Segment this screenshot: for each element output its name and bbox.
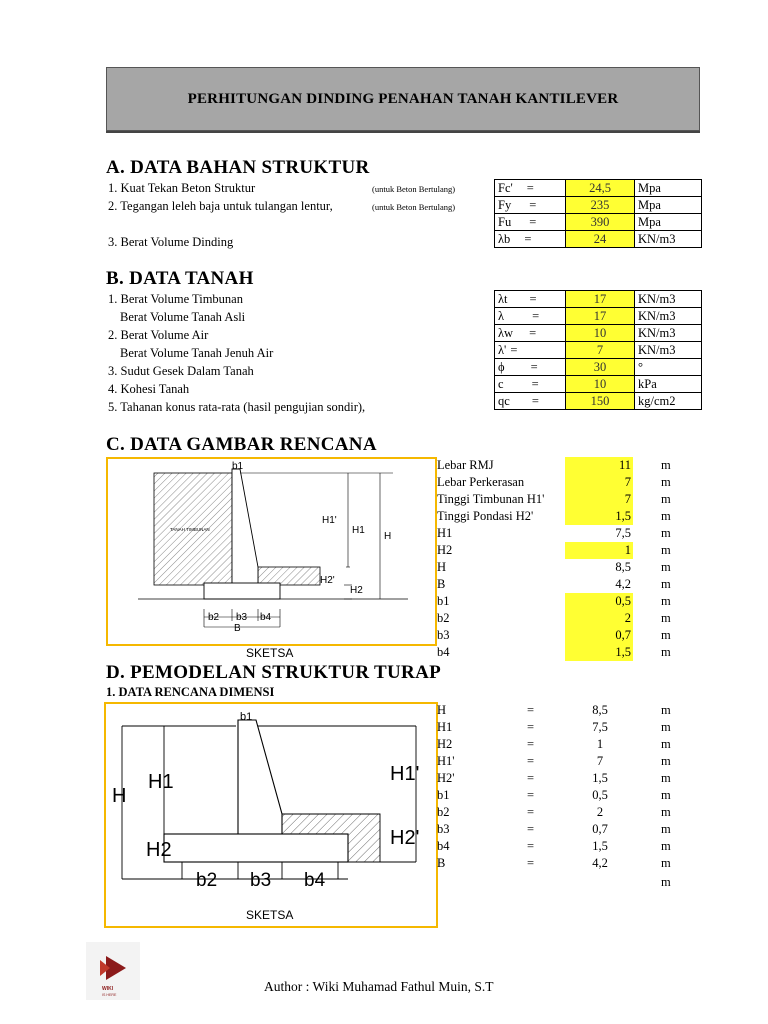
section-c-unit: m [661, 594, 671, 608]
symbol-text: ϕ [498, 360, 505, 374]
section-c-unit: m [661, 628, 671, 642]
logo-text-1: WIKI [102, 986, 114, 992]
section-d-value: 7 [596, 754, 604, 768]
table-row [495, 308, 702, 325]
section-a-label-2: 2. Tegangan leleh baja untuk tulangan lentur, [108, 199, 333, 213]
section-b-label-2: Berat Volume Tanah Asli [120, 310, 246, 324]
section-d-label: H2' [437, 771, 455, 785]
param-symbol [495, 180, 566, 197]
equals-sign: = [531, 377, 539, 391]
section-c-label: Lebar Perkerasan [437, 475, 525, 489]
sketch-d-caption: SKETSA [246, 908, 294, 922]
param-value[interactable]: 30 [566, 359, 635, 376]
dim-h-label: H [384, 531, 392, 542]
table-row [495, 197, 702, 214]
section-c-unit: m [661, 458, 671, 472]
section-d-value: 1 [596, 737, 604, 751]
section-c-label: Lebar RMJ [437, 458, 494, 472]
section-d-unit: m [661, 771, 671, 785]
section-d-equals: = [527, 856, 535, 870]
section-c-value[interactable]: 0,5 [565, 593, 633, 610]
section-a-heading: A. DATA BAHAN STRUKTUR [106, 157, 370, 178]
section-d-label: H [437, 703, 447, 717]
section-c-value[interactable]: 11 [565, 457, 633, 474]
section-c-value[interactable]: 7 [565, 491, 633, 508]
section-d-value: 1,5 [592, 839, 608, 853]
logo-text-2: IS HERE [102, 993, 117, 997]
symbol-text: λt [498, 292, 508, 306]
table-row [495, 325, 702, 342]
section-d-equals: = [527, 839, 535, 853]
retaining-wall-sketch-d [106, 704, 436, 926]
section-c-label: H2 [437, 543, 453, 557]
dim-h1p-label: H1' [390, 763, 420, 785]
wall-stem [238, 720, 282, 834]
retaining-wall-sketch-c [108, 459, 435, 644]
section-d-label: H1 [437, 720, 453, 734]
param-unit: Mpa [635, 214, 702, 231]
symbol-text: λ [498, 309, 505, 323]
table-row [495, 231, 702, 248]
param-unit: ° [635, 359, 702, 376]
param-value[interactable]: 235 [566, 197, 635, 214]
toe-soil-hatch [258, 567, 320, 585]
section-d-label: b3 [437, 822, 450, 836]
section-b-heading: B. DATA TANAH [106, 268, 254, 289]
param-unit: KN/m3 [635, 308, 702, 325]
section-d-value: 7,5 [592, 720, 608, 734]
param-symbol [495, 291, 566, 308]
play-logo-icon [86, 942, 140, 1000]
section-c-unit: m [661, 645, 671, 659]
param-unit: kPa [635, 376, 702, 393]
section-c-label: Tinggi Pondasi H2' [437, 509, 534, 523]
equals-sign: = [529, 198, 537, 212]
param-value[interactable]: 24 [566, 231, 635, 248]
equals-sign: = [532, 309, 540, 323]
table-row [495, 342, 702, 359]
section-c-label: H [437, 560, 447, 574]
section-c-label: b1 [437, 594, 450, 608]
section-a-label-4: 3. Berat Volume Dinding [108, 235, 234, 249]
section-d-label: b2 [437, 805, 450, 819]
symbol-text: c [498, 377, 504, 391]
section-b-label-1: 1. Berat Volume Timbunan [108, 292, 243, 306]
param-symbol [495, 231, 566, 248]
section-d-unit: m [661, 839, 671, 853]
param-unit: kg/cm2 [635, 393, 702, 410]
section-a-label-1: 1. Kuat Tekan Beton Struktur [108, 181, 256, 195]
section-b-label-3: 2. Berat Volume Air [108, 328, 209, 342]
section-b-label-7: 5. Tahanan konus rata-rata (hasil pengujian sondir), [108, 400, 366, 414]
symbol-text: Fu [498, 215, 512, 229]
section-d-unit: m [661, 822, 671, 836]
symbol-text: Fy [498, 198, 512, 212]
section-c-label: Tinggi Timbunan H1' [437, 492, 545, 506]
section-d-heading: D. PEMODELAN STRUKTUR TURAP [106, 662, 441, 683]
section-d-label: H1' [437, 754, 455, 768]
param-symbol [495, 359, 566, 376]
section-c-label: b2 [437, 611, 450, 625]
section-c-unit: m [661, 560, 671, 574]
author-line: Author : Wiki Muhamad Fathul Muin, S.T [264, 979, 494, 994]
symbol-text: qc [498, 394, 510, 408]
section-c-label: b3 [437, 628, 450, 642]
section-b-label-5: 3. Sudut Gesek Dalam Tanah [108, 364, 254, 378]
backfill-label: TANAH TIMBUNAN [170, 527, 210, 532]
param-symbol [495, 214, 566, 231]
equals-sign: = [530, 360, 538, 374]
param-symbol [495, 197, 566, 214]
section-a-table [494, 179, 702, 248]
section-c-unit: m [661, 475, 671, 489]
equals-sign: = [529, 215, 537, 229]
param-symbol [495, 308, 566, 325]
dim-b3-label: b3 [250, 870, 272, 891]
section-d-equals: = [527, 771, 535, 785]
section-d-extra-unit: m [661, 875, 671, 889]
section-d-equals: = [527, 737, 535, 751]
section-d-label: b1 [437, 788, 450, 802]
param-symbol [495, 393, 566, 410]
dim-b2-label: b2 [208, 612, 220, 623]
table-row [495, 393, 702, 410]
section-d-subheading: 1. DATA RENCANA DIMENSI [106, 685, 275, 699]
param-unit: KN/m3 [635, 342, 702, 359]
section-c-label: H1 [437, 526, 453, 540]
dim-h1-label: H1 [352, 525, 365, 536]
section-c-value: 7,5 [615, 526, 631, 540]
symbol-text: λw [498, 326, 514, 340]
section-d-equals: = [527, 805, 535, 819]
dim-h2-label: H2 [350, 585, 363, 596]
sketch-d-frame [104, 702, 438, 928]
table-row [495, 376, 702, 393]
dim-h2p-label: H2' [390, 827, 420, 849]
param-value[interactable]: 17 [566, 308, 635, 325]
wall-stem [232, 469, 258, 585]
param-unit: KN/m3 [635, 231, 702, 248]
section-c-value[interactable]: 2 [565, 610, 633, 627]
dim-h1p-label: H1' [322, 515, 337, 526]
section-a-note-1: (untuk Beton Bertulang) [372, 184, 456, 194]
param-value[interactable]: 17 [566, 291, 635, 308]
wall-base [164, 834, 348, 862]
section-c-unit: m [661, 611, 671, 625]
symbol-text: λ' [498, 343, 507, 357]
section-d-label: H2 [437, 737, 453, 751]
equals-sign: = [510, 343, 518, 357]
param-unit: Mpa [635, 180, 702, 197]
param-unit: Mpa [635, 197, 702, 214]
section-d-value: 0,5 [592, 788, 608, 802]
dim-b4-label: b4 [260, 612, 272, 623]
dim-h1-label: H1 [148, 771, 174, 793]
section-c-value[interactable]: 1,5 [565, 644, 633, 661]
dim-h2p-label: H2' [320, 575, 335, 586]
section-d-unit: m [661, 737, 671, 751]
param-value[interactable]: 24,5 [566, 180, 635, 197]
section-d-unit: m [661, 720, 671, 734]
section-d-unit: m [661, 805, 671, 819]
section-d-label: b4 [437, 839, 450, 853]
param-symbol [495, 342, 566, 359]
page-title: PERHITUNGAN DINDING PENAHAN TANAH KANTILEVER [106, 67, 700, 131]
equals-sign: = [526, 181, 534, 195]
equals-sign: = [529, 326, 537, 340]
dim-h2-label: H2 [146, 839, 172, 861]
param-value[interactable]: 7 [566, 342, 635, 359]
dim-b4-label: b4 [304, 870, 326, 891]
param-value[interactable]: 390 [566, 214, 635, 231]
param-symbol [495, 376, 566, 393]
table-row [495, 359, 702, 376]
section-c-value: 4,2 [615, 577, 631, 591]
section-c-value[interactable]: 1,5 [565, 508, 633, 525]
section-d-equals: = [527, 788, 535, 802]
symbol-text: Fc' [498, 181, 513, 195]
sketch-c-frame [106, 457, 437, 646]
section-c-heading: C. DATA GAMBAR RENCANA [106, 434, 377, 455]
section-c-value[interactable]: 1 [565, 542, 633, 559]
section-c-value[interactable]: 0,7 [565, 627, 633, 644]
wall-base [204, 583, 280, 599]
section-c-unit: m [661, 526, 671, 540]
section-c-label: B [437, 577, 446, 591]
section-d-value: 1,5 [592, 771, 608, 785]
dim-b2-label: b2 [196, 870, 218, 891]
section-b-label-4: Berat Volume Tanah Jenuh Air [120, 346, 274, 360]
section-a-note-2: (untuk Beton Bertulang) [372, 202, 456, 212]
section-b-label-6: 4. Kohesi Tanah [108, 382, 190, 396]
section-d-equals: = [527, 822, 535, 836]
dim-b1-label: b1 [240, 711, 253, 723]
section-c-data [437, 457, 677, 663]
param-symbol [495, 325, 566, 342]
section-d-unit: m [661, 703, 671, 717]
param-unit: KN/m3 [635, 291, 702, 308]
param-value[interactable]: 10 [566, 325, 635, 342]
equals-sign: = [529, 292, 537, 306]
section-d-data [437, 702, 677, 894]
table-row [495, 180, 702, 197]
section-c-value: 8,5 [615, 560, 631, 574]
wiki-logo [86, 942, 140, 1000]
section-d-value: 4,2 [592, 856, 608, 870]
section-c-unit: m [661, 492, 671, 506]
sketch-c-caption: SKETSA [246, 646, 294, 660]
param-value[interactable]: 150 [566, 393, 635, 410]
section-c-unit: m [661, 577, 671, 591]
section-d-equals: = [527, 720, 535, 734]
section-c-value[interactable]: 7 [565, 474, 633, 491]
dim-b1-label: b1 [232, 461, 244, 472]
section-c-unit: m [661, 543, 671, 557]
section-d-value: 8,5 [592, 703, 608, 717]
section-d-unit: m [661, 856, 671, 870]
section-d-unit: m [661, 754, 671, 768]
section-d-equals: = [527, 703, 535, 717]
section-c-label: b4 [437, 645, 450, 659]
param-value[interactable]: 10 [566, 376, 635, 393]
section-d-equals: = [527, 754, 535, 768]
section-d-unit: m [661, 788, 671, 802]
section-c-unit: m [661, 509, 671, 523]
table-row [495, 291, 702, 308]
param-unit: KN/m3 [635, 325, 702, 342]
section-b-table [494, 290, 702, 410]
table-row [495, 214, 702, 231]
dim-b-label: B [234, 623, 241, 634]
section-d-value: 2 [596, 805, 604, 819]
equals-sign: = [531, 394, 539, 408]
dim-b3-label: b3 [236, 612, 248, 623]
symbol-text: λb [498, 232, 511, 246]
dim-h-label: H [112, 785, 127, 807]
equals-sign: = [524, 232, 532, 246]
section-d-value: 0,7 [592, 822, 608, 836]
section-d-label: B [437, 856, 446, 870]
